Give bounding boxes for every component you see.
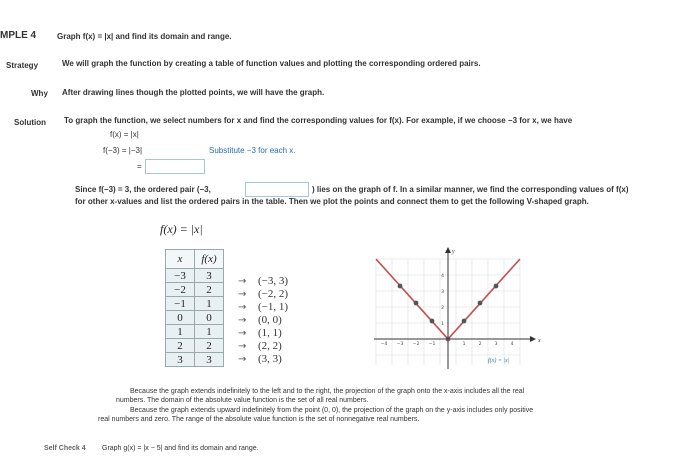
plotted-point [414, 301, 419, 306]
range-text-line2: real numbers and zero. The range of the absolute value function is the set of nonnegative real numbers. [98, 416, 420, 423]
why-label: Why [31, 89, 48, 98]
cell-x: 3 [166, 353, 195, 367]
arrow-right-icon: → [238, 289, 247, 300]
para2-line2: for other x-values and list the ordered pairs in the table. Then we plot the points and connect them to get the following V-shaped graph. [75, 197, 589, 206]
y-tick-label: 1 [441, 322, 444, 327]
cell-fx: 3 [195, 353, 224, 367]
plotted-point [398, 284, 403, 289]
x-tick-label: −1 [428, 342, 436, 347]
cell-x: −3 [166, 269, 195, 283]
self-check-label: Self Check 4 [44, 445, 86, 452]
pair-row [238, 275, 288, 288]
pair-row [238, 288, 288, 301]
plotted-point [430, 319, 435, 324]
arrow-right-icon: → [238, 328, 247, 339]
v-shaped-graph [370, 245, 545, 385]
values-table-wrap [165, 249, 224, 367]
pair-text: (0, 0) [258, 314, 282, 326]
plotted-point [446, 337, 451, 342]
table-row [166, 325, 224, 339]
cell-x: 0 [166, 311, 195, 325]
table-row [166, 311, 224, 325]
domain-text-line1: Because the graph extends indefinitely to the left and to the right, the projection of the graph onto the x-axis includes all the real [130, 388, 525, 395]
self-check-text: Graph g(x) = |x − 5| and find its domain and range. [102, 445, 259, 452]
y-axis-label: y [452, 249, 455, 255]
strategy-text: We will graph the function by creating a table of function values and plotting the corresponding ordered pairs. [62, 59, 481, 68]
values-table [165, 249, 224, 367]
table-row [166, 339, 224, 353]
arrow-right-icon: → [238, 315, 247, 326]
x-tick-label: 1 [462, 342, 466, 347]
example-label: MPLE 4 [0, 30, 37, 41]
curve-label: f(x) = |x| [488, 358, 510, 364]
pair-text: (1, 1) [258, 327, 282, 339]
x-tick-label: −2 [412, 342, 420, 347]
pair-row [238, 353, 288, 366]
equation-3-equals: = [137, 162, 142, 171]
substitute-note: Substitute −3 for each x. [209, 146, 296, 155]
cell-fx: 3 [195, 269, 224, 283]
pair-text: (3, 3) [258, 353, 282, 365]
ordered-pairs [238, 275, 288, 366]
answer-box-1[interactable] [145, 159, 205, 174]
x-tick-label: −4 [380, 342, 388, 347]
arrow-right-icon: → [238, 341, 247, 352]
range-text-line1: Because the graph extends upward indefinitely from the point (0, 0), the projection of the graph on the y-axis includes only positive [130, 407, 534, 414]
para2-line1-b: ) lies on the graph of f. In a similar manner, we find the corresponding values of f(x) [312, 185, 629, 194]
x-tick-label: 4 [510, 342, 514, 347]
equation-2: f(−3) = |−3| [103, 146, 143, 155]
table-row [166, 297, 224, 311]
cell-fx: 1 [195, 325, 224, 339]
table-header-fx: f(x) [195, 250, 224, 269]
cell-fx: 1 [195, 297, 224, 311]
pair-row [238, 327, 288, 340]
answer-box-2[interactable] [245, 182, 309, 197]
cell-fx: 0 [195, 311, 224, 325]
example-title: Graph f(x) = |x| and find its domain and range. [57, 32, 232, 41]
x-axis-arrow-icon [530, 336, 536, 342]
strategy-label: Strategy [6, 61, 39, 70]
why-text: After drawing lines though the plotted points, we will have the graph. [62, 88, 325, 97]
plotted-point [478, 301, 483, 306]
y-tick-label: 4 [441, 274, 444, 279]
y-axis-arrow-icon [445, 247, 451, 253]
table-row [166, 269, 224, 283]
cell-fx: 2 [195, 283, 224, 297]
domain-text-line2: numbers. The domain of the absolute value function is the set of all real numbers. [116, 397, 369, 404]
arrow-right-icon: → [238, 354, 247, 365]
cell-x: 2 [166, 339, 195, 353]
equation-1: f(x) = |x| [110, 130, 139, 139]
solution-label: Solution [14, 118, 46, 127]
para2-line1-a: Since f(−3) = 3, the ordered pair (−3, [75, 185, 211, 194]
solution-intro: To graph the function, we select numbers for x and find the corresponding values for f(x). For example, if we choose −3 for x, we have [64, 116, 573, 125]
y-tick-label: 3 [441, 290, 444, 295]
plotted-point [462, 319, 467, 324]
pair-row [238, 340, 288, 353]
table-header-x: x [166, 250, 195, 269]
pair-text: (2, 2) [258, 340, 282, 352]
cell-x: −1 [166, 297, 195, 311]
x-tick-label: 2 [478, 342, 482, 347]
pair-text: (−2, 2) [258, 288, 289, 300]
pair-row [238, 314, 288, 327]
plotted-point [494, 284, 499, 289]
y-tick-label: 2 [441, 306, 444, 311]
table-title: f(x) = |x| [160, 222, 203, 236]
pair-row [238, 301, 288, 314]
table-row [166, 283, 224, 297]
cell-x: −2 [166, 283, 195, 297]
x-axis-label: x [538, 338, 541, 344]
arrow-right-icon: → [238, 302, 247, 313]
x-tick-label: 3 [494, 342, 498, 347]
arrow-right-icon: → [238, 276, 247, 287]
table-row [166, 353, 224, 367]
x-tick-label: −3 [396, 342, 404, 347]
pair-text: (−1, 1) [258, 301, 289, 313]
cell-x: 1 [166, 325, 195, 339]
pair-text: (−3, 3) [258, 275, 289, 287]
cell-fx: 2 [195, 339, 224, 353]
